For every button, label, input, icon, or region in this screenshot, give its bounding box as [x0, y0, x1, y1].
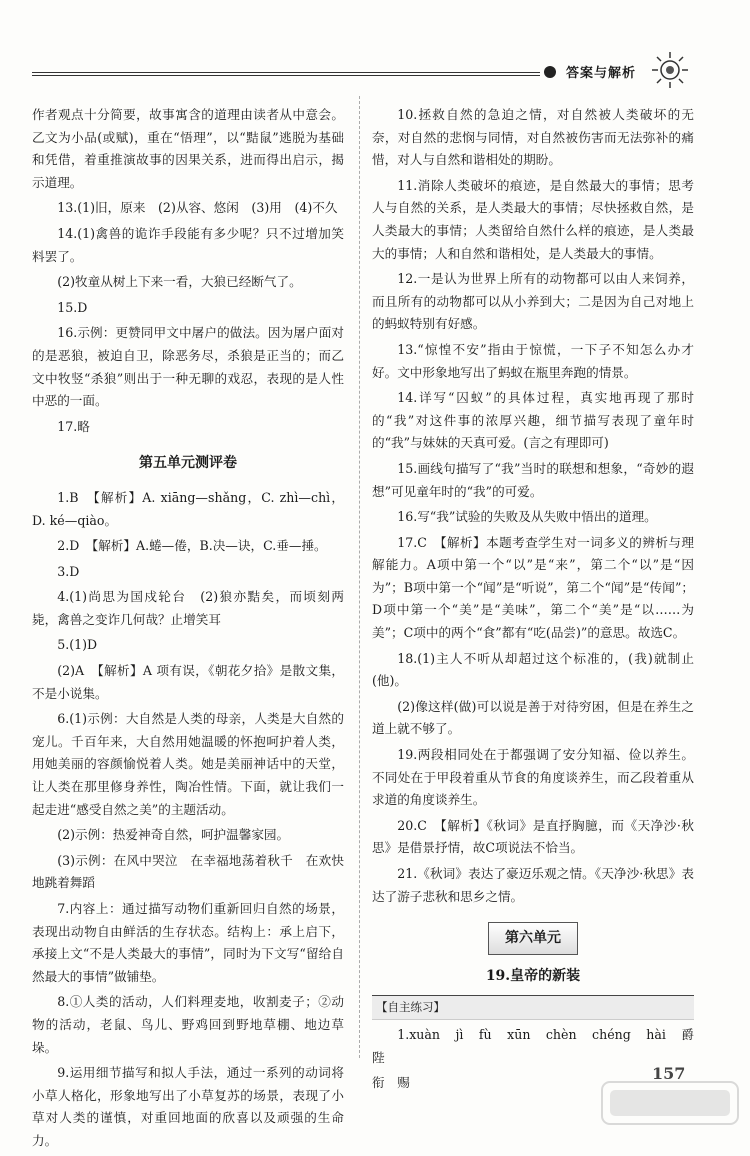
- test-answer-20: 20.C 【解析】《秋词》是直抒胸臆，而《天净沙·秋思》是借景抒情，故C项说法不恰当。: [372, 817, 694, 856]
- left-column: [32, 104, 344, 1156]
- test-answer-12: 12.一是认为世界上所有的动物都可以由人来饲养，而且所有的动物都可以从小养到大；二是因为自己对地上的蚂蚁特别有好感。: [372, 271, 694, 332]
- answer-14-2: (2)牧童从树上下来一看，大狼已经断气了。: [57, 274, 302, 290]
- header-title: 答案与解析: [566, 66, 637, 81]
- answer-13: 13.(1)旧，原来 (2)从容、悠闲 (3)用 (4)不久: [57, 200, 338, 216]
- test-answer-16: 16.写“我”试验的失败及从失败中悟出的道理。: [397, 509, 657, 525]
- self-practice-tag: 【自主练习】: [372, 995, 694, 1020]
- test-answer-8: 8.①人类的活动，人们料理麦地，收割麦子；②动物的活动，老鼠、鸟儿、野鸡回到野地草棚、地边草垛。: [32, 994, 344, 1055]
- sun-emblem-icon: [650, 50, 690, 90]
- test-answer-6-1: 6.(1)示例：大自然是人类的母亲，人类是大自然的宠儿。千百年来，大自然用她温暖的怀抱呵护着人类，用她美丽的容颜愉悦着人类。她是美丽神话中的天堂，让人类在那里修身养性，陶冶性情。下面，就让我们一起走进“感受自然之美”的主题活动。: [32, 711, 344, 817]
- header-rule: [32, 72, 540, 76]
- test-answer-21: 21.《秋词》表达了豪迈乐观之情。《天净沙·秋思》表达了游子悲秋和思乡之情。: [372, 866, 694, 904]
- test-answer-6-3: (3)示例：在风中哭泣 在幸福地荡着秋千 在欢快地跳着舞蹈: [32, 852, 344, 891]
- test-answer-17: 17.C 【解析】本题考查学生对一词多义的辨析与理解能力。A项中第一个“以”是“来”，第二个“以”是“因为”；B项中第一个“闻”是“听说”，第二个“闻”是“传闻”；D项中第一个“美”是“美味”，第二个“美”是“以……为美”；C项中的两个“食”都有“吃(品尝)”的意思。故选C。: [372, 534, 694, 641]
- test-answer-2: 2.D 【解析】A.蜷—倦，B.决—诀，C.垂—捶。: [57, 538, 327, 554]
- answer-16: 16.示例：更赞同甲文中屠户的做法。因为屠户面对的是恶狼，被迫自卫，除恶务尽，杀狼是正当的；而乙文中牧竖“杀狼”则出于一种无聊的戏忍，表现的是人性中恶的一面。: [32, 325, 344, 409]
- answer-14-1: 14.(1)禽兽的诡诈手段能有多少呢？只不过增加笑料罢了。: [32, 225, 344, 264]
- test-answer-18-2: (2)像这样(做)可以说是善于对待穷困，但是在养生之道上就不够了。: [372, 698, 694, 737]
- test-answer-7: 7.内容上：通过描写动物们重新回归自然的场景，表现出动物自由鲜活的生存状态。结构上：承上启下，承接上文“不是人类最大的事情”，同时为下文写“留给自然最大的事情”做铺垫。: [32, 901, 344, 984]
- test-answer-15: 15.画线句描写了“我”当时的联想和想象，“奇妙的遐想”可见童年时的“我”的可爱。: [372, 460, 694, 499]
- test-answer-4: 4.(1)尚思为国戍轮台 (2)狼亦黠矣，而顷刻两毙，禽兽之变诈几何哉？止增笑耳: [32, 589, 344, 627]
- answer-paragraph: 作者观点十分简要，故事寓含的道理由读者从中意会。乙文为小品(或赋)，重在“悟理”，以“黠鼠”逃脱为基础和凭借，着重推演故事的因果关系，进而得出启示，揭示道理。: [32, 107, 344, 190]
- answer-17: 17.略: [57, 418, 90, 434]
- test-answer-19: 19.两段相同处在于都强调了安分知福、俭以养生。不同处在于甲段着重从节食的角度谈养生，而乙段着重从求道的角度谈养生。: [372, 747, 694, 808]
- pinyin-answer-cont: 衔 赐: [372, 1075, 410, 1091]
- test-answer-5-2: (2)A 【解析】A 项有误，《朝花夕拾》是散文集，不是小说集。: [32, 663, 344, 701]
- answer-15: 15.D: [57, 299, 88, 315]
- test-answer-10: 10.拯救自然的急迫之情，对自然被人类破坏的无奈，对自然的悲悯与同情，对自然被伤害而无法弥补的痛惜，对人与自然和谐相处的期盼。: [372, 107, 694, 168]
- bullet-icon: [544, 66, 556, 78]
- section-title: 第五单元测评卷: [139, 455, 237, 472]
- watermark-logo-icon: [600, 1078, 740, 1128]
- lesson-title: 19.皇帝的新装: [485, 967, 581, 984]
- test-answer-6-2: (2)示例：热爱神奇自然，呵护温馨家园。: [57, 827, 290, 843]
- test-answer-1: 1.B 【解析】A. xiāng—shǎng，C. zhì—chì，D. ké—qiào。: [32, 489, 344, 528]
- test-answer-3: 3.D: [57, 563, 80, 579]
- test-answer-13: 13.“惊惶不安”指由于惊慌，一下子不知怎么办才好。文中形象地写出了蚂蚁在瓶里奔跑的情景。: [372, 341, 694, 380]
- page-number: 157: [652, 1064, 686, 1083]
- right-column: [372, 104, 707, 1098]
- unit-heading-wrap: [372, 922, 694, 955]
- unit-title: 第六单元: [488, 922, 578, 955]
- column-divider: [359, 96, 361, 1058]
- test-answer-18-1: 18.(1)主人不听从却超过这个标准的，(我)就制止(他)。: [372, 650, 694, 689]
- test-answer-9: 9.运用细节描写和拟人手法，通过一系列的动词将小草人格化，形象地写出了小草复苏的场景，表现了小草对人类的谨慎，对重回地面的欣喜以及顽强的生命力。: [32, 1065, 344, 1148]
- pinyin-answer: 1.xuàn jì fù xūn chèn chéng hài 爵 陛: [372, 1026, 707, 1065]
- test-answer-5-1: 5.(1)D: [57, 637, 98, 653]
- test-answer-14: 14.详写“囚蚁”的具体过程，真实地再现了那时的“我”对这件事的浓厚兴趣，细节描写表现了童年时的“我”与妹妹的天真可爱。(言之有理即可): [372, 390, 694, 451]
- test-answer-11: 11.消除人类破坏的痕迹，是自然最大的事情；思考人与自然的关系，是人类最大的事情；尽快拯救自然，是人类最大的事情；人类留给自然什么样的痕迹，是人类最大的事情；人和自然和谐相处，是人类最大的事情。: [372, 177, 694, 261]
